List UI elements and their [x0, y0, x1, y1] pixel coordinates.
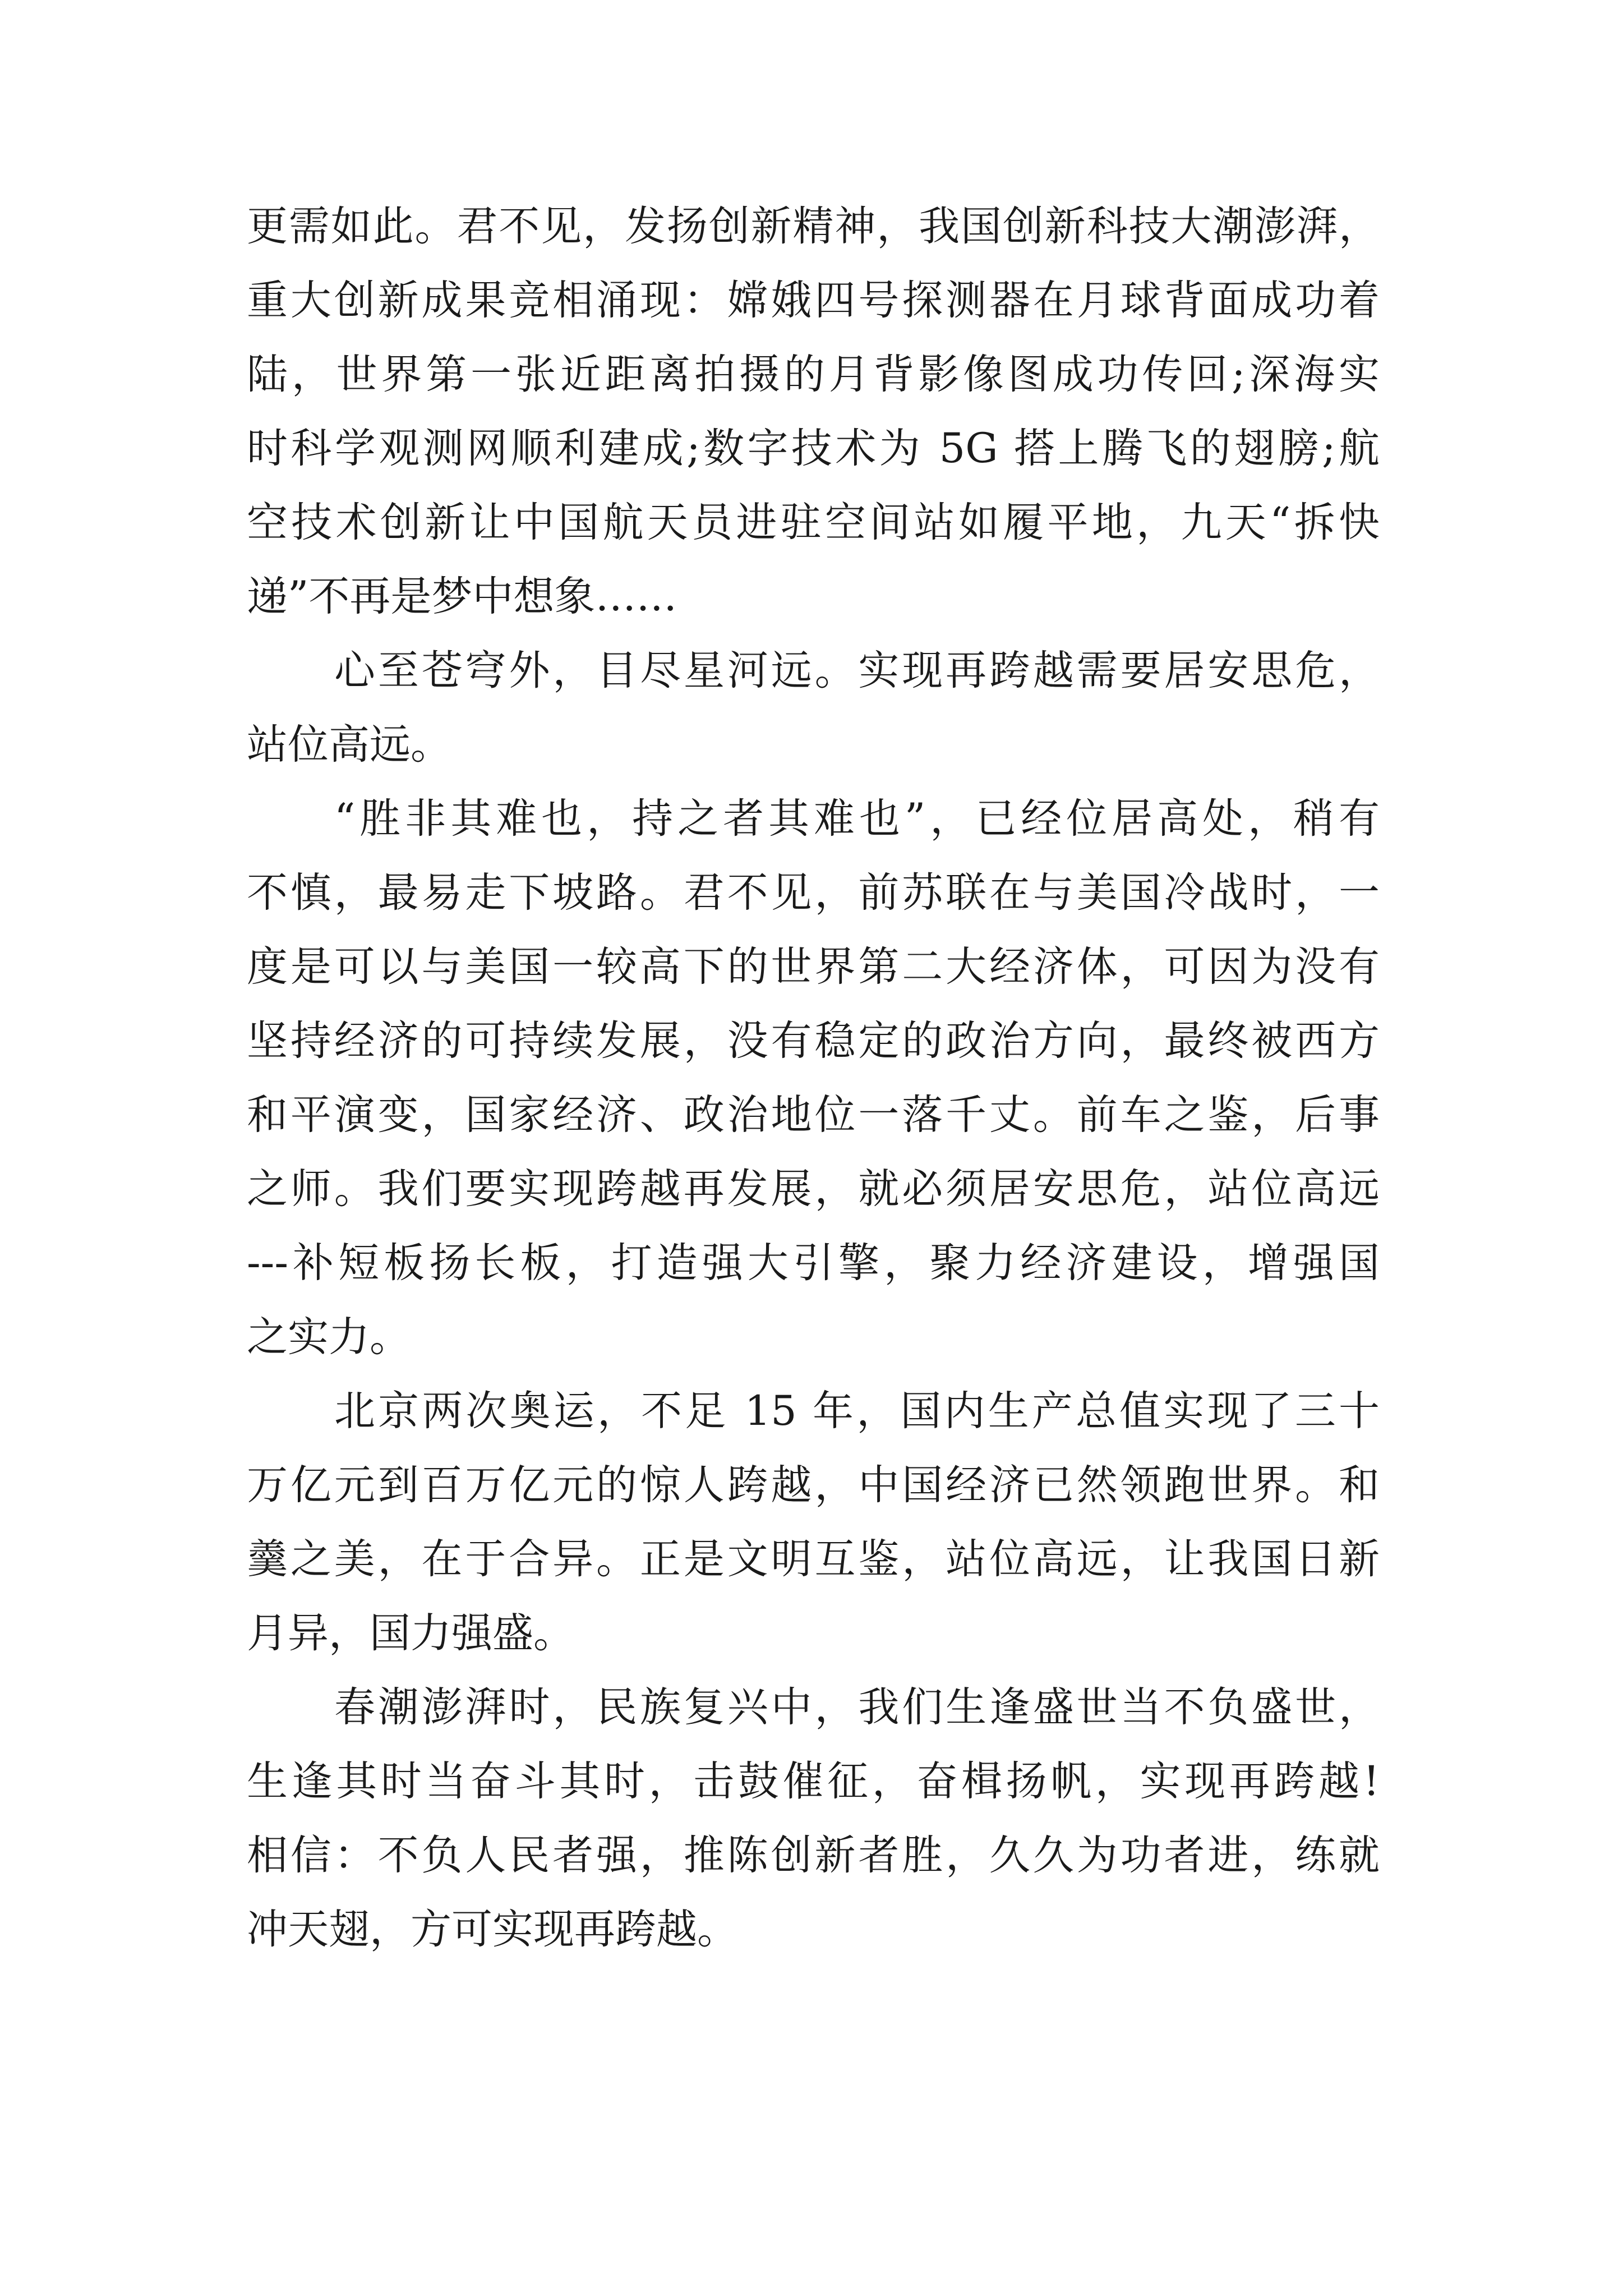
paragraph-2-line-2: 站位高远。 [247, 721, 451, 769]
paragraph-1-line-3: 陆，世界第一张近距离拍摄的月背影像图成功传回;深海实 [247, 351, 1380, 398]
paragraph-3-line-6: 之师。我们要实现跨越再发展，就必须居安思危，站位高远 [247, 1165, 1380, 1213]
paragraph-5-line-4: 冲天翅，方可实现再跨越。 [247, 1906, 738, 1953]
paragraph-3-line-4: 坚持经济的可持续发展，没有稳定的政治方向，最终被西方 [247, 1017, 1380, 1065]
paragraph-3-line-7: ---补短板扬长板，打造强大引擎，聚力经济建设，增强国 [247, 1239, 1380, 1287]
paragraph-3-line-8: 之实力。 [247, 1313, 411, 1361]
paragraph-1-line-5: 空技术创新让中国航天员进驻空间站如履平地，九天“拆快 [247, 499, 1380, 546]
paragraph-3-line-1: “胜非其难也，持之者其难也”，已经位居高处，稍有 [334, 795, 1380, 843]
paragraph-1-line-2: 重大创新成果竞相涌现：嫦娥四号探测器在月球背面成功着 [247, 277, 1380, 324]
paragraph-1-line-6: 递”不再是梦中想象…… [247, 573, 677, 620]
paragraph-3-line-3: 度是可以与美国一较高下的世界第二大经济体，可因为没有 [247, 943, 1380, 991]
paragraph-4-line-4: 月异，国力强盛。 [247, 1609, 574, 1657]
paragraph-3-line-5: 和平演变，国家经济、政治地位一落千丈。前车之鉴，后事 [247, 1091, 1380, 1139]
paragraph-3-line-2: 不慎，最易走下坡路。君不见，前苏联在与美国冷战时，一 [247, 869, 1380, 917]
paragraph-4-line-3: 羹之美，在于合异。正是文明互鉴，站位高远，让我国日新 [247, 1535, 1380, 1583]
paragraph-1-line-4: 时科学观测网顺利建成;数字技术为 5G 搭上腾飞的翅膀;航 [247, 425, 1380, 472]
paragraph-5-line-3: 相信：不负人民者强，推陈创新者胜，久久为功者进，练就 [247, 1832, 1380, 1879]
paragraph-2-line-1: 心至苍穹外，目尽星河远。实现再跨越需要居安思危， [334, 647, 1380, 694]
paragraph-5-line-1: 春潮澎湃时，民族复兴中，我们生逢盛世当不负盛世， [334, 1683, 1380, 1731]
document-body [247, 190, 1380, 1967]
paragraph-1-line-1: 更需如此。君不见，发扬创新精神，我国创新科技大潮澎湃， [247, 203, 1380, 250]
paragraph-5-line-2: 生逢其时当奋斗其时，击鼓催征，奋楫扬帆，实现再跨越! [247, 1757, 1380, 1805]
paragraph-4-line-1: 北京两次奥运，不足 15 年，国内生产总值实现了三十 [334, 1387, 1380, 1435]
paragraph-4-line-2: 万亿元到百万亿元的惊人跨越，中国经济已然领跑世界。和 [247, 1461, 1380, 1509]
